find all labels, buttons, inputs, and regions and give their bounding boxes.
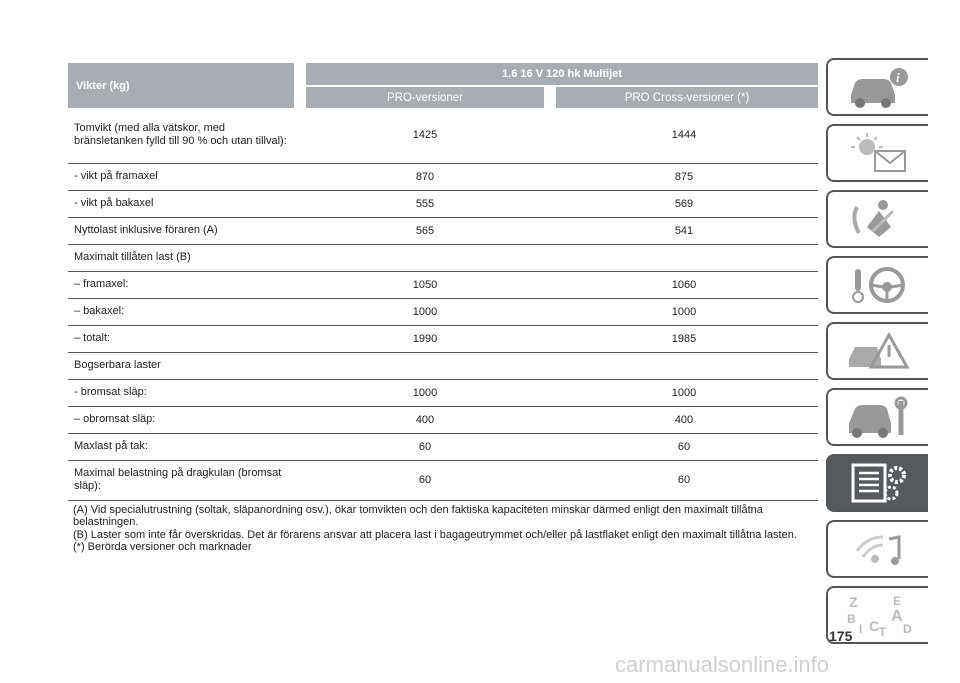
value-pro-cross: 60: [550, 433, 818, 460]
row-label: Nyttolast inklusive föraren (A): [68, 217, 300, 244]
watermark: carmanualsonline.info: [615, 652, 830, 677]
warning-lights-icon: [843, 131, 913, 175]
footnote-star: (*) Berörda versioner och marknader: [73, 541, 252, 553]
value-pro: 1000: [300, 298, 550, 325]
value-pro-cross: 541: [550, 217, 818, 244]
version-header-pro: PRO-versioner: [300, 86, 550, 108]
version-header-pro-cross: PRO Cross-versioner (*): [550, 86, 818, 108]
index-letter: I: [859, 622, 863, 636]
table-row: [68, 108, 818, 163]
multimedia-icon: [843, 527, 913, 571]
value-pro: 60: [300, 460, 550, 500]
value-pro: 1990: [300, 325, 550, 352]
footnotes: [68, 504, 818, 554]
steering-start-icon: [843, 263, 913, 307]
value-pro-cross: 1060: [550, 271, 818, 298]
table-row: [68, 298, 818, 325]
weights-table-body: [68, 108, 818, 500]
table-row: [68, 379, 818, 406]
index-letter: A: [891, 608, 903, 625]
row-label: - vikt på framaxel: [68, 163, 300, 190]
row-label: - vikt på bakaxel: [68, 190, 300, 217]
safety-airbag-icon: [843, 197, 913, 241]
index-icon: [843, 593, 913, 637]
index-letter: C: [869, 618, 880, 634]
value-pro-cross: 60: [550, 460, 818, 500]
value-pro: [300, 244, 550, 271]
emergency-icon: [843, 329, 913, 373]
index-letter: E: [893, 594, 902, 608]
table-row: [68, 460, 818, 500]
value-pro-cross: 1444: [550, 108, 818, 163]
row-label: Maxlast på tak:: [68, 433, 300, 460]
tab-car-info[interactable]: [826, 58, 928, 116]
technical-data-icon: [843, 461, 913, 505]
tab-warning-lights[interactable]: [826, 124, 928, 182]
footnote-b: (B) Laster som inte får överskridas. Det är förarens ansvar att placera last i bagageutrymmet och/eller på lastflaket enligt den maximalt tillåtna lasten.: [73, 528, 797, 541]
value-pro: 1050: [300, 271, 550, 298]
row-label: Maximalt tillåten last (B): [68, 244, 300, 271]
value-pro-cross: 875: [550, 163, 818, 190]
table-row: [68, 271, 818, 298]
car-info-icon: [843, 65, 913, 109]
page-number: 175: [829, 628, 853, 644]
table-row: [68, 163, 818, 190]
weights-table: [68, 63, 818, 501]
value-pro-cross: 400: [550, 406, 818, 433]
value-pro-cross: 1985: [550, 325, 818, 352]
tab-steering[interactable]: [826, 256, 928, 314]
table-row: [68, 190, 818, 217]
index-letter: D: [903, 622, 912, 636]
value-pro-cross: 1000: [550, 298, 818, 325]
row-label: – obromsat släp:: [68, 406, 300, 433]
row-label: – framaxel:: [68, 271, 300, 298]
row-label: Maximal belastning på dragkulan (bromsat släp):: [68, 460, 300, 500]
value-pro: 565: [300, 217, 550, 244]
tab-emergency[interactable]: [826, 322, 928, 380]
index-letter: T: [879, 625, 887, 637]
row-label: – totalt:: [68, 325, 300, 352]
row-label: – bakaxel:: [68, 298, 300, 325]
weights-section: [68, 63, 818, 554]
svg-text:i: i: [896, 70, 900, 85]
row-label: Tomvikt (med alla vätskor, med bränsletanken fylld till 90 % och utan tillval):: [68, 108, 300, 163]
tab-maintenance[interactable]: [826, 388, 928, 446]
tab-technical-data[interactable]: [826, 454, 928, 512]
engine-header: 1.6 16 V 120 hk Multijet: [300, 63, 818, 86]
table-row: [68, 325, 818, 352]
value-pro: 1000: [300, 379, 550, 406]
header-label: Vikter (kg): [68, 63, 300, 108]
chapter-tabs: [826, 58, 928, 652]
value-pro: 400: [300, 406, 550, 433]
value-pro-cross: [550, 352, 818, 379]
table-row: [68, 217, 818, 244]
maintenance-icon: [843, 395, 913, 439]
tab-safety[interactable]: [826, 190, 928, 248]
index-letter: B: [847, 612, 856, 626]
table-row: [68, 352, 818, 379]
value-pro: [300, 352, 550, 379]
value-pro: 60: [300, 433, 550, 460]
value-pro: 1425: [300, 108, 550, 163]
index-letter: Z: [849, 594, 858, 610]
value-pro-cross: [550, 244, 818, 271]
table-row: [68, 406, 818, 433]
tab-multimedia[interactable]: [826, 520, 928, 578]
table-row: [68, 433, 818, 460]
footnote-a: (A) Vid specialutrustning (soltak, släpanordning osv.), ökar tomvikten och den faktiska kapaciteten minskar därmed enligt den maximalt tillåtna belastningen.: [73, 503, 763, 528]
value-pro-cross: 569: [550, 190, 818, 217]
value-pro: 870: [300, 163, 550, 190]
value-pro-cross: 1000: [550, 379, 818, 406]
table-row: [68, 244, 818, 271]
value-pro: 555: [300, 190, 550, 217]
row-label: Bogserbara laster: [68, 352, 300, 379]
row-label: - bromsat släp:: [68, 379, 300, 406]
